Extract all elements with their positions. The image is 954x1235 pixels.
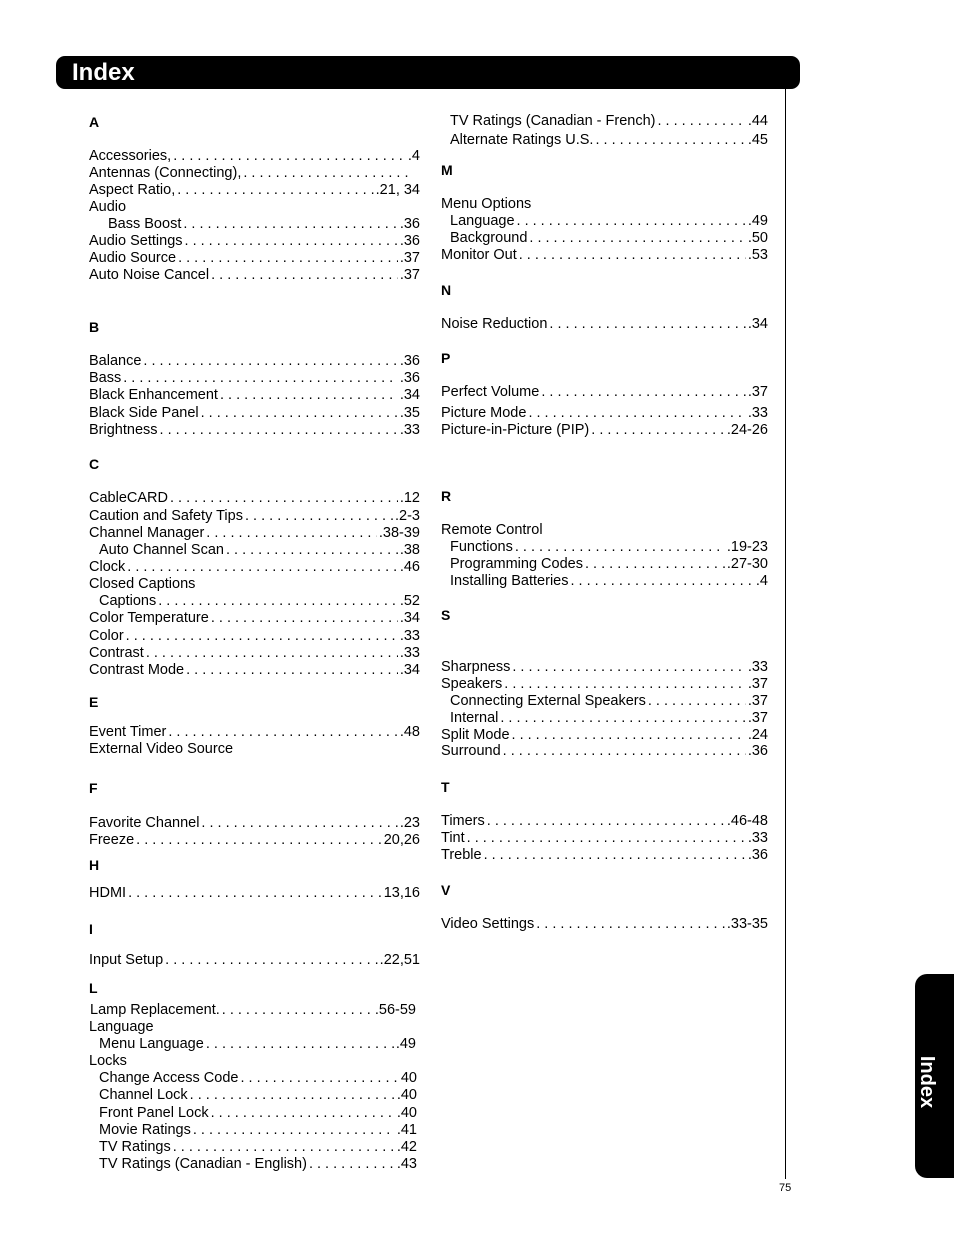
- entry-leader: [128, 885, 382, 902]
- entry-page: .34: [747, 316, 768, 332]
- entry-leader: [309, 1156, 395, 1173]
- index-entry: [89, 490, 420, 507]
- entry-leader: [487, 813, 725, 830]
- entry-page: .34: [399, 610, 420, 626]
- entry-page: .50: [747, 230, 768, 246]
- entry-leader: [143, 353, 397, 370]
- entry-leader: [211, 610, 398, 627]
- index-entry: [441, 422, 768, 439]
- section-letter-r: R: [441, 488, 452, 504]
- entry-page: .19-23: [726, 539, 768, 555]
- entry-label: Programming Codes: [450, 556, 583, 572]
- entry-label: Connecting External Speakers: [450, 693, 646, 709]
- entry-label: Background: [450, 230, 528, 246]
- entry-label: Functions: [450, 539, 513, 555]
- entry-label: Black Enhancement: [89, 387, 218, 403]
- entry-label: Timers: [441, 813, 485, 829]
- section-letter-c: C: [89, 456, 100, 472]
- entry-page: .46-48: [726, 813, 768, 829]
- entry-page: .36: [399, 370, 420, 386]
- entry-leader: [201, 815, 397, 832]
- entry-label: Movie Ratings: [99, 1122, 191, 1138]
- index-entry: [441, 247, 768, 264]
- entry-page: .35: [399, 405, 420, 421]
- section-letter-f: F: [89, 780, 98, 796]
- entry-leader: [528, 405, 745, 422]
- section-letter-a: A: [89, 114, 100, 130]
- entry-label: Installing Batteries: [450, 573, 569, 589]
- entry-page: .24-26: [726, 422, 768, 438]
- entry-leader: [658, 113, 746, 130]
- index-group-label: Audio: [89, 199, 127, 215]
- entry-leader: [222, 1002, 373, 1019]
- entry-page: .36: [399, 233, 420, 249]
- entry-page: .23: [399, 815, 420, 831]
- entry-page: .34: [399, 662, 420, 678]
- entry-label: Brightness: [89, 422, 158, 438]
- section-letter-m: M: [441, 162, 453, 178]
- entry-page: .12: [399, 490, 420, 506]
- index-entry: [441, 830, 768, 847]
- index-entry: [89, 182, 420, 199]
- page-number: 75: [779, 1182, 792, 1194]
- entry-label: Monitor Out: [441, 247, 517, 263]
- entry-label: Contrast: [89, 645, 144, 661]
- entry-leader: [512, 659, 746, 676]
- index-entry: [441, 743, 768, 760]
- entry-leader: [123, 370, 398, 387]
- entry-page: 40: [400, 1070, 417, 1086]
- index-entry: [89, 885, 420, 902]
- entry-page: .33: [399, 628, 420, 644]
- entry-label: Lamp Replacement.: [90, 1002, 220, 1018]
- entry-page: .37: [747, 676, 768, 692]
- entry-label: Accessories,: [89, 148, 172, 164]
- entry-page: .22,51: [379, 952, 420, 968]
- entry-leader: [206, 1036, 394, 1053]
- entry-page: .33-35: [726, 916, 768, 932]
- entry-label: Channel Lock: [99, 1087, 188, 1103]
- entry-label: Audio Source: [89, 250, 177, 266]
- section-letter-e: E: [89, 694, 99, 710]
- entry-page: .36: [747, 847, 768, 863]
- index-group-label: Language: [89, 1019, 154, 1035]
- index-subentry: [99, 1156, 417, 1173]
- index-subentry: [450, 710, 768, 727]
- entry-page: .40: [396, 1087, 417, 1103]
- entry-leader: [585, 556, 725, 573]
- entry-label: Speakers: [441, 676, 503, 692]
- entry-page: .45: [747, 132, 768, 148]
- index-entry: [89, 370, 420, 387]
- entry-page: .37: [399, 267, 420, 283]
- index-subentry: [450, 539, 768, 556]
- entry-page: .33: [747, 659, 768, 675]
- entry-page: .40: [396, 1105, 417, 1121]
- entry-page: .38-39: [378, 525, 420, 541]
- entry-page: .4: [407, 148, 420, 164]
- entry-label: Freeze: [89, 832, 135, 848]
- entry-page: .53: [747, 247, 768, 263]
- entry-leader: [170, 490, 398, 507]
- entry-leader: [190, 1087, 395, 1104]
- entry-page: .36: [399, 216, 420, 232]
- entry-label: Bass: [89, 370, 122, 386]
- entry-leader: [160, 422, 398, 439]
- entry-leader: [146, 645, 398, 662]
- index-entry: [89, 250, 420, 267]
- index-subentry: [99, 1087, 417, 1104]
- entry-leader: [570, 573, 753, 590]
- entry-label: CableCARD: [89, 490, 168, 506]
- index-entry: [89, 952, 420, 969]
- entry-leader: [648, 693, 746, 710]
- entry-label: Surround: [441, 743, 501, 759]
- index-subentry: [450, 556, 768, 573]
- index-entry: [89, 815, 420, 832]
- entry-leader: [467, 830, 746, 847]
- entry-label: Contrast Mode: [89, 662, 185, 678]
- index-entry: [90, 1002, 416, 1019]
- entry-page: .49: [395, 1036, 416, 1052]
- entry-leader: [517, 213, 746, 230]
- index-subentry: [99, 1036, 416, 1053]
- index-group-label: Locks: [89, 1053, 127, 1069]
- entry-page: .21, 34: [375, 182, 420, 198]
- entry-page: .48: [399, 724, 420, 740]
- entry-page: .41: [396, 1122, 417, 1138]
- entry-page: .37: [747, 693, 768, 709]
- entry-leader: [541, 384, 746, 401]
- entry-label: Input Setup: [89, 952, 164, 968]
- index-subentry: [450, 573, 768, 590]
- section-letter-l: L: [89, 980, 98, 996]
- entry-page: .37: [747, 710, 768, 726]
- index-entry: [89, 724, 420, 741]
- index-entry: [441, 727, 768, 744]
- entry-leader: [536, 916, 725, 933]
- entry-page: .27-30: [726, 556, 768, 572]
- entry-label: Channel Manager: [89, 525, 205, 541]
- index-group-label: Remote Control: [441, 522, 543, 538]
- entry-label: Tint: [441, 830, 465, 846]
- entry-leader: [549, 316, 745, 333]
- index-entry: [441, 384, 768, 401]
- entry-page: .33: [399, 422, 420, 438]
- entry-page: .56-59: [374, 1002, 416, 1018]
- index-entry: [89, 233, 420, 250]
- index-subentry: [450, 230, 768, 247]
- index-entry: [89, 387, 420, 404]
- entry-leader: [165, 952, 378, 969]
- entry-page: .49: [747, 213, 768, 229]
- section-letter-h: H: [89, 857, 100, 873]
- entry-page: .2-3: [395, 508, 420, 524]
- index-entry: [441, 813, 768, 830]
- entry-label: TV Ratings: [99, 1139, 171, 1155]
- index-entry: [89, 525, 420, 542]
- entry-label: Auto Noise Cancel: [89, 267, 210, 283]
- index-entry: [89, 628, 420, 645]
- index-entry: [89, 422, 420, 439]
- entry-label: Favorite Channel: [89, 815, 200, 831]
- entry-label: Antennas (Connecting),: [89, 165, 242, 181]
- entry-leader: [211, 267, 398, 284]
- entry-label: Auto Channel Scan: [99, 542, 224, 558]
- entry-page: .44: [747, 113, 768, 129]
- entry-label: Color Temperature: [89, 610, 209, 626]
- index-entry: [441, 659, 768, 676]
- entry-label: Sharpness: [441, 659, 511, 675]
- entry-label: Color: [89, 628, 124, 644]
- entry-leader: [515, 539, 725, 556]
- entry-label: Caution and Safety Tips: [89, 508, 243, 524]
- index-entry: [89, 610, 420, 627]
- entry-label: Split Mode: [441, 727, 510, 743]
- entry-page: .37: [399, 250, 420, 266]
- entry-label: Video Settings: [441, 916, 535, 932]
- index-subentry: [99, 1105, 417, 1122]
- index-entry: [441, 316, 768, 333]
- index-entry: [89, 405, 420, 422]
- entry-leader: [220, 387, 398, 404]
- index-entry: [89, 353, 420, 370]
- entry-label: Aspect Ratio,: [89, 182, 176, 198]
- entry-page: .37: [747, 384, 768, 400]
- index-subentry: [450, 693, 768, 710]
- entry-label: Balance: [89, 353, 142, 369]
- entry-page: .43: [396, 1156, 417, 1172]
- entry-leader: [503, 743, 746, 760]
- entry-label: Picture Mode: [441, 405, 527, 421]
- index-entry: [89, 148, 420, 165]
- index-subentry: [99, 1139, 417, 1156]
- entry-label: Change Access Code: [99, 1070, 239, 1086]
- index-subentry: [99, 542, 420, 559]
- entry-label: Captions: [99, 593, 157, 609]
- entry-label: Audio Settings: [89, 233, 183, 249]
- entry-leader: [595, 132, 745, 149]
- entry-page: .33: [747, 405, 768, 421]
- entry-leader: [173, 1139, 395, 1156]
- entry-page: .4: [755, 573, 768, 589]
- entry-page: .24: [747, 727, 768, 743]
- index-entry: [89, 645, 420, 662]
- entry-label: TV Ratings (Canadian - English): [99, 1156, 307, 1172]
- index-subentry: [99, 593, 420, 610]
- entry-label: Perfect Volume: [441, 384, 540, 400]
- index-entry: [89, 267, 420, 284]
- entry-leader: [512, 727, 746, 744]
- entry-leader: [529, 230, 745, 247]
- entry-leader: [206, 525, 377, 542]
- entry-label: Clock: [89, 559, 126, 575]
- section-letter-n: N: [441, 282, 452, 298]
- entry-page: .46: [399, 559, 420, 575]
- entry-leader: [484, 847, 746, 864]
- index-entry: [89, 832, 420, 849]
- index-entry: [441, 405, 768, 422]
- index-entry: [89, 559, 420, 576]
- title-bar: [56, 56, 800, 89]
- entry-page: .33: [399, 645, 420, 661]
- index-subentry: [108, 216, 420, 233]
- entry-page: .52: [399, 593, 420, 609]
- entry-label: TV Ratings (Canadian - French): [450, 113, 656, 129]
- entry-leader: [245, 508, 393, 525]
- entry-leader: [168, 724, 397, 741]
- entry-leader: [504, 676, 746, 693]
- entry-leader: [183, 216, 397, 233]
- index-entry: [441, 916, 768, 933]
- page-title: Index: [72, 59, 135, 86]
- entry-leader: [193, 1122, 395, 1139]
- entry-label: Bass Boost: [108, 216, 182, 232]
- entry-leader: [201, 405, 398, 422]
- entry-label: Treble: [441, 847, 482, 863]
- entry-leader: [158, 593, 398, 610]
- index-group-label: Closed Captions: [89, 576, 196, 592]
- index-entry: [89, 508, 420, 525]
- entry-leader: [211, 1105, 395, 1122]
- entry-label: Noise Reduction: [441, 316, 548, 332]
- index-subentry: [450, 132, 768, 149]
- entry-page: .33: [747, 830, 768, 846]
- entry-label: Language: [450, 213, 515, 229]
- entry-leader: [500, 710, 745, 727]
- entry-label: Picture-in-Picture (PIP): [441, 422, 590, 438]
- entry-page: 20,26: [383, 832, 420, 848]
- section-letter-i: I: [89, 921, 93, 937]
- entry-leader: [591, 422, 725, 439]
- index-entry: [441, 676, 768, 693]
- entry-leader: [185, 233, 398, 250]
- entry-page: .42: [396, 1139, 417, 1155]
- entry-label: Alternate Ratings U.S.: [450, 132, 594, 148]
- section-letter-v: V: [441, 882, 451, 898]
- entry-page: .36: [399, 353, 420, 369]
- entry-leader: [226, 542, 398, 559]
- index-subentry: [99, 1122, 417, 1139]
- section-letter-p: P: [441, 350, 451, 366]
- index-group-label: External Video Source: [89, 741, 234, 757]
- entry-leader: [519, 247, 746, 264]
- entry-leader: [136, 832, 382, 849]
- index-group-label: Menu Options: [441, 196, 532, 212]
- entry-leader: [127, 559, 398, 576]
- index-subentry: [99, 1070, 417, 1087]
- section-letter-s: S: [441, 607, 451, 623]
- entry-leader: [126, 628, 398, 645]
- entry-leader: [186, 662, 398, 679]
- index-entry: [441, 847, 768, 864]
- entry-page: .34: [399, 387, 420, 403]
- entry-label: Black Side Panel: [89, 405, 199, 421]
- entry-leader: [173, 148, 406, 165]
- entry-label: Menu Language: [99, 1036, 204, 1052]
- entry-leader: [243, 165, 410, 182]
- column-divider: [785, 89, 786, 1179]
- entry-leader: [177, 182, 373, 199]
- entry-label: Event Timer: [89, 724, 167, 740]
- entry-page: .36: [747, 743, 768, 759]
- section-letter-b: B: [89, 319, 100, 335]
- side-tab-label: Index: [916, 1055, 938, 1109]
- entry-label: Front Panel Lock: [99, 1105, 209, 1121]
- index-entry: [89, 165, 412, 182]
- index-subentry: [450, 213, 768, 230]
- entry-page: .38: [399, 542, 420, 558]
- entry-label: HDMI: [89, 885, 127, 901]
- entry-page: 13,16: [383, 885, 420, 901]
- entry-leader: [240, 1070, 398, 1087]
- entry-label: Internal: [450, 710, 499, 726]
- section-letter-t: T: [441, 779, 450, 795]
- index-entry: [89, 662, 420, 679]
- entry-leader: [178, 250, 398, 267]
- index-subentry: [450, 113, 768, 130]
